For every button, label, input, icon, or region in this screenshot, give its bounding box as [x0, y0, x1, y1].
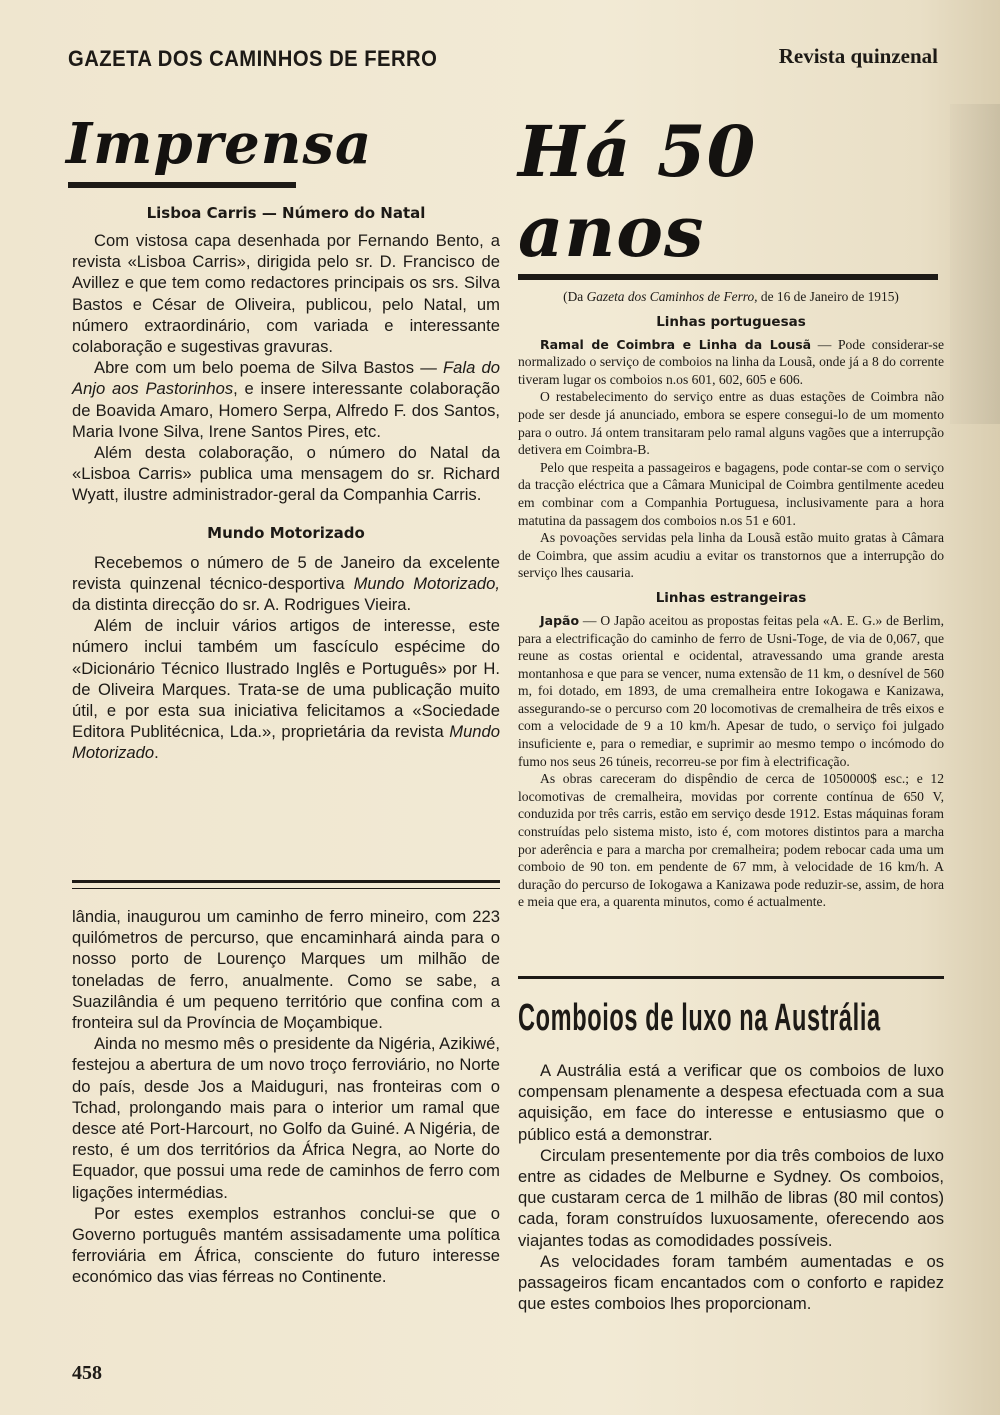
magazine-title: GAZETA DOS CAMINHOS DE FERRO	[68, 46, 438, 71]
lisboa-carris-body	[72, 230, 500, 506]
linhas-portuguesas-body	[518, 336, 944, 582]
linhas-estrangeiras-heading: Linhas estrangeiras	[655, 589, 807, 606]
paragraph: Japão — O Japão aceitou as propostas feitas pela «A. E. G.» de Berlim, para a electrificação do caminho de ferro de Usni-Toge, de via de 0,067, que reune as costas oriental e ocidental, atravessando uma grande aresta montanhosa e que para se vencer, numa extensão de 11 km, o desnível de 560 m, foi dotado, em 1893, de uma cremalheira entre Iokogawa e Kanizawa, assegurando-se o percurso com 20 locomotivas de cremalheira de três eixos e com a velocidade de 9 a 10 km/h. Apesar de tudo, o serviço foi julgado insuficiente e, para o remediar, e suprimir ao mesmo tempo o incómodo do fumo nos seus 26 túneis, recorreu-se por fim à electrificação.	[518, 612, 944, 769]
source-note: (Da Gazeta dos Caminhos de Ferro, de 16 de Janeiro de 1915)	[563, 289, 899, 304]
linhas-portuguesas-heading: Linhas portuguesas	[656, 313, 806, 330]
ha-50-anos-title: Há 50 anos	[518, 110, 757, 273]
imprensa-title: Imprensa	[66, 111, 373, 177]
mundo-motorizado-heading: Mundo Motorizado	[207, 523, 365, 542]
paragraph: Abre com um belo poema de Silva Bastos — Fala do Anjo aos Pastorinhos, e insere interessante colaboração de Boavida Amaro, Homero Serpa, Alfredo F. dos Santos, Maria Ivone Silva, Irene Santos Pires, etc.	[72, 358, 500, 441]
title-underline	[68, 182, 296, 188]
linhas-estrangeiras-body	[518, 612, 944, 911]
continuation-article	[72, 906, 500, 1288]
paragraph: A Austrália está a verificar que os comboios de luxo compensam plenamente a despesa efectuada com a sua aquisição, em face do interesse e entusiasmo que o público está a demonstrar.	[518, 1061, 944, 1144]
paragraph: Recebemos o número de 5 de Janeiro da excelente revista quinzenal técnico-desportiva Mundo Motorizado, da distinta direcção do sr. A. Rodrigues Vieira.	[72, 552, 500, 615]
mundo-motorizado-body	[72, 552, 500, 764]
australia-section	[518, 986, 944, 1314]
title-underline	[518, 274, 938, 280]
paragraph: Pelo que respeita a passageiros e bagagens, pode contar-se com o serviço da tracção eléctrica que a Câmara Municipal de Coimbra gentilmente acedeu em combinar com a Companhia Portuguesa, inclusivamente para a hora matutina da passagem dos comboios n.os 51 e 601.	[518, 459, 944, 528]
section-divider	[72, 880, 500, 889]
paragraph: Ramal de Coimbra e Linha da Lousã — Pode considerar-se normalizado o serviço de comboios na linha da Lousã, onde já a 8 do corrente tiveram lugar os comboios n.os 601, 602, 605 e 606.	[518, 336, 944, 387]
section-divider	[518, 976, 944, 979]
paragraph: As povoações servidas pela linha da Lousã estão muito gratas à Câmara de Coimbra, que assim acudiu a evitar os transtornos que a interrupção do serviço lhes causaria.	[518, 530, 944, 581]
paragraph: Circulam presentemente por dia três comboios de luxo entre as cidades de Melburne e Sydney. Os comboios, que custaram cerca de 1 milhão de libras (80 mil contos) cada, foram construídos luxuosamente, oferecendo aos viajantes todas as comodidades possíveis.	[518, 1145, 944, 1250]
lisboa-carris-heading: Lisboa Carris — Número do Natal	[146, 204, 426, 222]
ha-50-anos-section	[518, 112, 944, 911]
paragraph: lândia, inaugurou um caminho de ferro mineiro, com 223 quilómetros de percurso, que encaminhará ainda para o nosso porto de Lourenço Marques um milhão de toneladas de ferro, anualmente. Como se sabe, a Suazilândia é um pequeno território que confina com a fronteira sul da Província de Moçambique.	[72, 907, 500, 1033]
paragraph: As velocidades foram também aumentadas e os passageiros ficam encantados com o conforto e rapidez que estes comboios lhes proporcionam.	[518, 1251, 944, 1314]
australia-title: Comboios de luxo na Austrália	[518, 997, 881, 1039]
paragraph: O restabelecimento do serviço entre as duas estações de Coimbra não pode ser desde já anunciado, embora se espere consegui-lo de um momento para o outro. Já ontem transitaram pelo ramal alguns vagões que a interrupção detivera em Coimbra-B.	[518, 389, 944, 458]
paragraph: Com vistosa capa desenhada por Fernando Bento, a revista «Lisboa Carris», dirigida pelo sr. D. Francisco de Avillez e que tem como redactores principais os srs. Silva Bastos e César de Oliveira, publicou, pelo Natal, um número extraordinário, com variada e interessante colaboração e sugestivas gravuras.	[72, 231, 500, 357]
paragraph: Ainda no mesmo mês o presidente da Nigéria, Azikiwé, festejou a abertura de um novo troço ferroviário, no Norte do país, desde Jos a Maiduguri, nas fronteiras com o Tchad, prolongando mais para o interior um ramal que desce até Port-Harcourt, no Golfo da Guiné. A Nigéria, de resto, é um dos territórios da África Negra, ao Norte do Equador, que possui uma rede de caminhos de ferro com ligações intermédias.	[72, 1034, 500, 1202]
page-number: 458	[72, 1362, 102, 1384]
imprensa-section	[66, 111, 500, 764]
magazine-subtitle: Revista quinzenal	[778, 44, 938, 68]
paragraph: As obras careceram do dispêndio de cerca de 1050000$ esc.; e 12 locomotivas de cremalheira, movidas por corrente contínua de 650 V, conduzida por três carris, estão em serviço desde 1912. Estas máquinas foram construídas pelo sistema misto, isto é, com motores distintos para a marcha por aderência e para a marcha por cremalheira; podem rebocar cada uma um comboio de 90 ton. em pendente de 67 mm, à velocidade de 16 km/h. A duração do percurso de Iokogawa a Kanizawa pode reduzir-se, assim, de hora e meia que era, a quarenta minutos, como é actualmente.	[518, 771, 944, 910]
paragraph: Além desta colaboração, o número do Natal da «Lisboa Carris» publica uma mensagem do sr. Richard Wyatt, ilustre administrador-geral da Companhia Carris.	[72, 443, 500, 505]
paragraph: Por estes exemplos estranhos conclui-se que o Governo português mantém assisadamente uma política ferroviária em África, consciente do futuro interesse económico das vias férreas no Continente.	[72, 1203, 500, 1287]
page-edge-shadow	[950, 104, 1000, 424]
paragraph: Além de incluir vários artigos de interesse, este número inclui também um fascículo espécime do «Dicionário Técnico Ilustrado Inglês e Português» por H. de Oliveira Marques. Trata-se de uma publicação muito útil, e por esta sua iniciativa felicitamos a «Sociedade Editora Publitécnica, Lda.», proprietária da revista Mundo Motorizado.	[72, 616, 500, 763]
australia-body	[518, 1060, 944, 1314]
